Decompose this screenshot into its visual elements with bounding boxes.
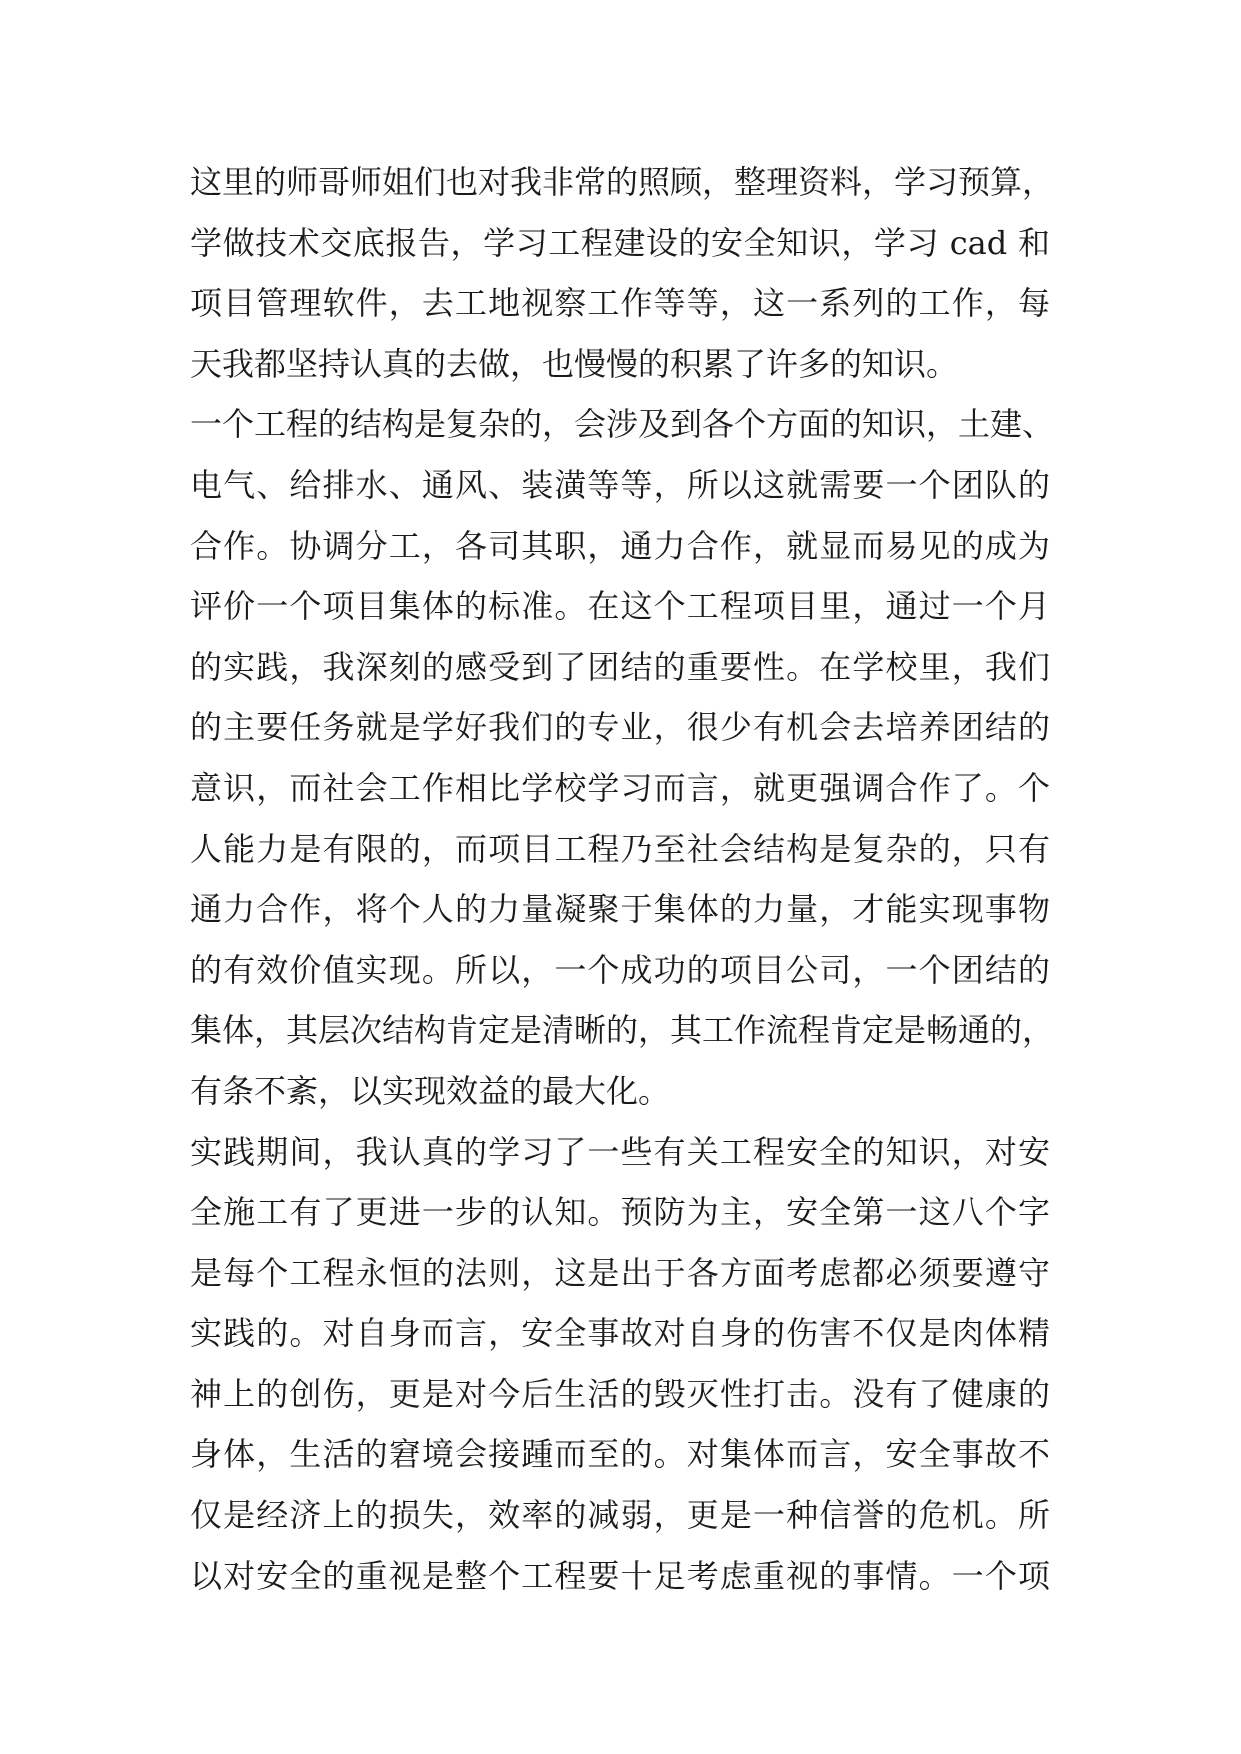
text-line: 评价一个项目集体的标准。在这个工程项目里，通过一个月	[190, 587, 1050, 626]
text-line: 合作。协调分工，各司其职，通力合作，就显而易见的成为	[190, 526, 1050, 565]
text-line: 学做技术交底报告，学习工程建设的安全知识，学习 cad 和	[190, 223, 1050, 262]
text-line: 全施工有了更进一步的认知。预防为主，安全第一这八个字	[190, 1193, 1050, 1232]
text-line: 是每个工程永恒的法则，这是出于各方面考虑都必须要遵守	[190, 1253, 1050, 1292]
text-line: 的实践，我深刻的感受到了团结的重要性。在学校里，我们	[190, 647, 1050, 686]
paragraph-mentors	[190, 152, 1055, 394]
text-line: 人能力是有限的，而项目工程乃至社会结构是复杂的，只有	[190, 829, 1050, 868]
text-line: 实践期间，我认真的学习了一些有关工程安全的知识，对安	[190, 1132, 1050, 1171]
text-line: 的主要任务就是学好我们的专业，很少有机会去培养团结的	[190, 708, 1050, 747]
text-line: 实践的。对自身而言，安全事故对自身的伤害不仅是肉体精	[190, 1314, 1050, 1353]
text-line: 一个工程的结构是复杂的，会涉及到各个方面的知识，土建、	[190, 405, 1055, 444]
text-line: 仅是经济上的损失，效率的减弱，更是一种信誉的危机。所	[190, 1496, 1050, 1535]
text-line: 意识，而社会工作相比学校学习而言，就更强调合作了。个	[190, 768, 1050, 807]
text-line: 集体，其层次结构肯定是清晰的，其工作流程肯定是畅通的，	[190, 1011, 1055, 1050]
text-line: 的有效价值实现。所以，一个成功的项目公司，一个团结的	[190, 950, 1050, 989]
text-line: 项目管理软件，去工地视察工作等等，这一系列的工作，每	[190, 284, 1050, 323]
text-line: 以对安全的重视是整个工程要十足考虑重视的事情。一个项	[190, 1556, 1050, 1595]
document-page	[190, 152, 1055, 1606]
text-line: 这里的师哥师姐们也对我非常的照顾，整理资料，学习预算，	[190, 163, 1055, 201]
text-line: 有条不紊，以实现效益的最大化。	[190, 1071, 671, 1110]
text-line: 神上的创伤，更是对今后生活的毁灭性打击。没有了健康的	[190, 1374, 1050, 1413]
text-line: 电气、给排水、通风、装潢等等，所以这就需要一个团队的	[190, 465, 1050, 504]
text-line: 通力合作，将个人的力量凝聚于集体的力量，才能实现事物	[190, 890, 1050, 929]
paragraph-safety	[190, 1122, 1050, 1607]
text-line: 身体，生活的窘境会接踵而至的。对集体而言，安全事故不	[190, 1435, 1050, 1474]
text-line: 天我都坚持认真的去做，也慢慢的积累了许多的知识。	[190, 344, 959, 383]
paragraph-teamwork	[190, 394, 1055, 1121]
